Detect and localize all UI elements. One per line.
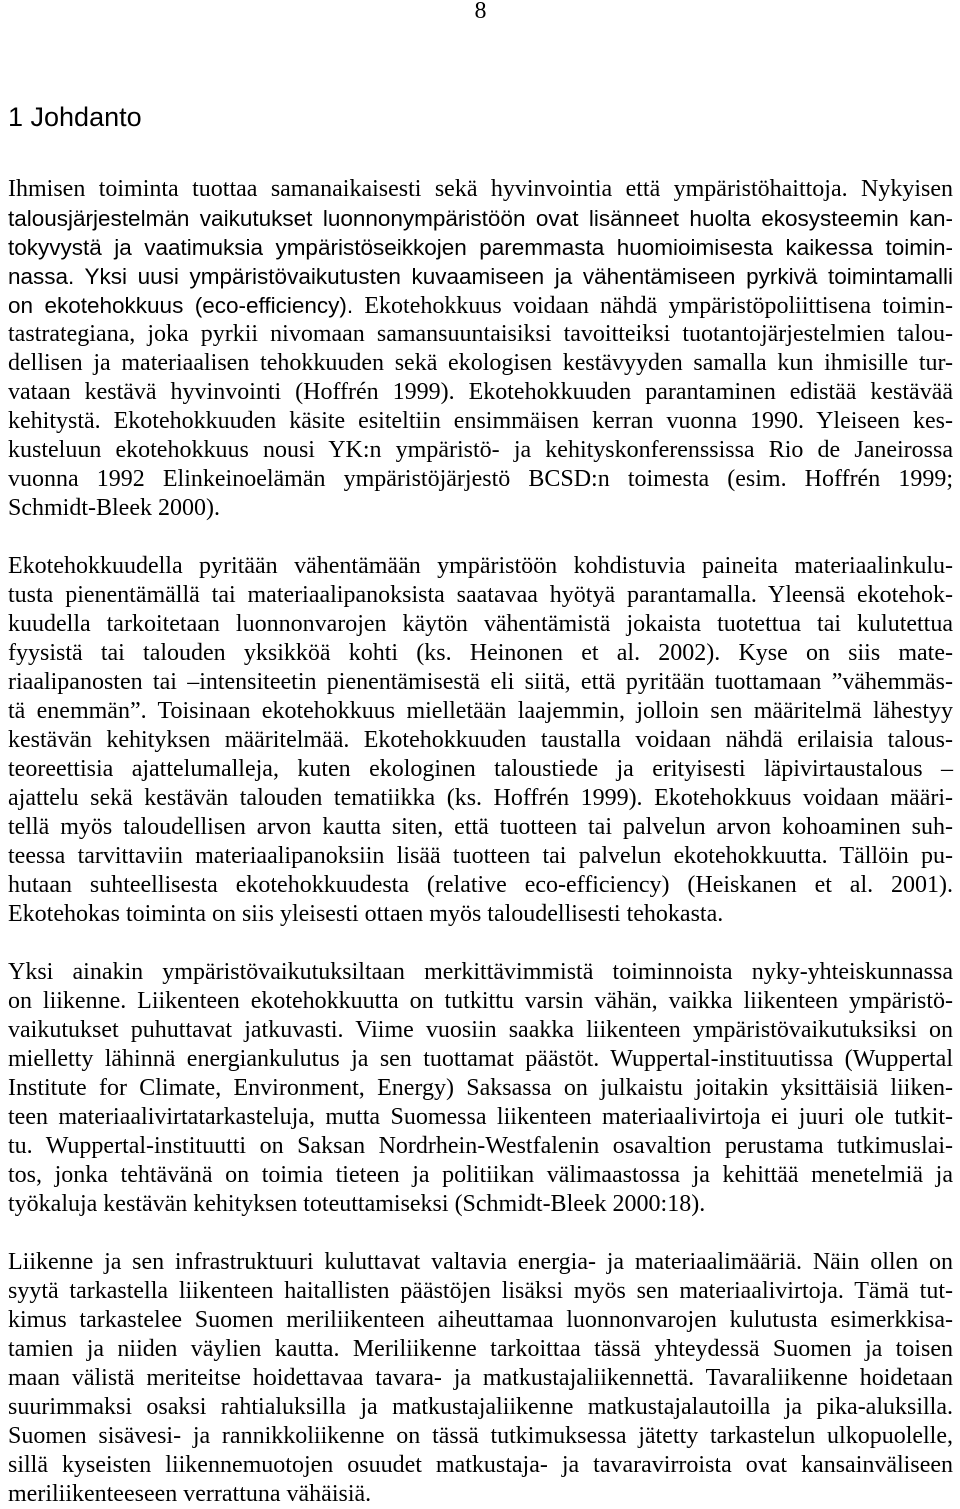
text-line: on liikenne. Liikenteen ekotehokkuutta on tutkittu varsin vähän, vaikka liikenteen ympäristö- — [8, 988, 953, 1014]
text-line: meriliikenteeseen verrattuna vähäisiä. — [8, 1481, 372, 1507]
text-line: Ekotehokkuudella pyritään vähentämään ympäristöön kohdistuvia paineita materiaalinkulu- — [8, 553, 953, 579]
text-line: työkaluja kestävän kehityksen toteuttamiseksi (Schmidt-Bleek 2000:18). — [8, 1191, 706, 1217]
text-line: tu. Wuppertal-instituutti on Saksan Nordrhein-Westfalenin osavaltion perustama tutkimuslai- — [8, 1133, 953, 1159]
text-line: tokyvystä ja vaatimuksia ympäristöseikkojen paremmasta huomioimisesta kaikessa toimin- — [8, 235, 953, 260]
text-line: Ihmisen toiminta tuottaa samanaikaisesti sekä hyvinvointia että ympäristöhaittoja. Nykyisen — [8, 176, 953, 202]
paragraph-3 — [8, 958, 953, 1219]
text-line: kestävän kehityksen määritelmää. Ekotehokkuuden taustalla voidaan nähdä erilaisia talous- — [8, 727, 953, 753]
text-line: teoreettisia ajattelumalleja, kuten ekologinen taloustiede ja erityisesti läpivirtaustalous – — [8, 756, 953, 782]
paragraph-4 — [8, 1248, 953, 1509]
section-heading: 1 Johdanto — [8, 102, 142, 132]
text-line: fyysistä tai talouden yksikköä kohti (ks. Heinonen et al. 2002). Kyse on siis mate- — [8, 640, 953, 666]
text-line: Suomen sisävesi- ja rannikkoliikenne on tässä tutkimuksessa jätetty tarkastelun ulkopuolelle, — [8, 1423, 953, 1449]
text-line: tusta pienentämällä tai materiaalipanoksista saatavaa hyötyä parantamalla. Yleensä ekotehok- — [8, 582, 953, 608]
text-line: tamien ja niiden väylien kautta. Meriliikenne tarkoittaa tässä yhteydessä Suomen ja toisen — [8, 1336, 953, 1362]
text-line: teen materiaalivirtatarkasteluja, mutta Suomessa liikenteen materiaalivirtoja ei juuri ole tutkit- — [8, 1104, 953, 1130]
body-text — [8, 175, 953, 1509]
text-line: kimus tarkastelee Suomen meriliikenteen aiheuttamaa luonnonvarojen kulutusta esimerkkisa- — [8, 1307, 953, 1333]
text-line: Schmidt-Bleek 2000). — [8, 495, 220, 521]
text-line: hutaan suhteellisesta ekotehokkuudesta (relative eco-efficiency) (Heiskanen et al. 2001). — [8, 872, 953, 898]
text-line: talousjärjestelmän vaikutukset luonnonympäristöön ovat lisänneet huolta ekosysteemin kan- — [8, 206, 953, 231]
text-line: kusteluun ekotehokkuus nousi YK:n ympäristö- ja kehityskonferenssissa Rio de Janeirossa — [8, 437, 953, 463]
text-line: vataan kestävä hyvinvointi (Hoffrén 1999). Ekotehokkuuden parantaminen edistää kestävää — [8, 379, 953, 405]
text-line — [8, 291, 953, 320]
text-segment: on ekotehokkuus (eco-efficiency). — [8, 293, 354, 318]
page-number: 8 — [474, 0, 487, 24]
text-segment: Ekotehokkuus voidaan nähdä ympäristöpoliittisena toimin- — [364, 293, 954, 319]
paragraph-2 — [8, 552, 953, 929]
text-line: Ekotehokas toiminta on siis yleisesti ottaen myös taloudellisesti tehokasta. — [8, 901, 724, 927]
paragraph-1 — [8, 175, 953, 523]
text-line: syytä tarkastella liikenteen haitallisten päästöjen lisäksi myös sen materiaalivirtoja. Tämä tut- — [8, 1278, 953, 1304]
text-line: Institute for Climate, Environment, Energy) Saksassa on julkaistu joitakin yksittäisiä liiken- — [8, 1075, 953, 1101]
text-line: tos, jonka tehtävänä on toimia tieteen ja politiikan välimaastossa ja kehittää menetelmiä ja — [8, 1162, 953, 1188]
text-line: Yksi ainakin ympäristövaikutuksiltaan merkittävimmistä toiminnoista nyky-yhteiskunnassa — [8, 959, 953, 985]
text-line: suurimmaksi osaksi rahtialuksilla ja matkustajaliikenne matkustajalautoilla ja pika-aluksilla. — [8, 1394, 953, 1420]
text-line: riaalipanosten tai –intensiteetin pienentämisestä eli siitä, että pyritään tuottamaan ”vähemmäs- — [8, 669, 953, 695]
text-line: mielletty lähinnä energiankulutus ja sen tuottamat päästöt. Wuppertal-instituutissa (Wuppertal — [8, 1046, 953, 1072]
text-line: Liikenne ja sen infrastruktuuri kuluttavat valtavia energia- ja materiaalimääriä. Näin ollen on — [8, 1249, 953, 1275]
text-line: teessa tarvittaviin materiaalipanoksiin lisää tuotteen tai palvelun ekotehokkuutta. Tällöin pu- — [8, 843, 953, 869]
text-line: tellä myös taloudellisen arvon kautta siten, että tuotteen tai palvelun arvon kohoaminen suh- — [8, 814, 953, 840]
text-line: nassa. Yksi uusi ympäristövaikutusten kuvaamiseen ja vähentämiseen pyrkivä toimintamalli — [8, 264, 953, 289]
text-line: ajattelu sekä kestävän talouden tematiikka (ks. Hoffrén 1999). Ekotehokkuus voidaan määri- — [8, 785, 953, 811]
text-line: sillä kyseisten liikennemuotojen osuudet matkustaja- ja tavaravirroista ovat kansainväliseen — [8, 1452, 953, 1478]
text-line: tastrategiana, joka pyrkii nivomaan samansuuntaisiksi tavoitteiksi tuotantojärjestelmien talou- — [8, 321, 953, 347]
text-line: dellisen ja materiaalisen tehokkuuden sekä ekologisen kestävyyden samalla kun ihmisille tur- — [8, 350, 953, 376]
text-line: tä enemmän”. Toisinaan ekotehokkuus mielletään laajemmin, jolloin sen määritelmä lähestyy — [8, 698, 953, 724]
text-line: vuonna 1992 Elinkeinoelämän ympäristöjärjestö BCSD:n toimesta (esim. Hoffrén 1999; — [8, 466, 953, 492]
text-line: maan välistä meriteitse hoidettavaa tavara- ja matkustajaliikennettä. Tavaraliikenne hoidetaan — [8, 1365, 953, 1391]
text-line: kuudella tarkoitetaan luonnonvarojen käytön vähentämistä jokaista tuotettua tai kulutettua — [8, 611, 953, 637]
text-line: kehitystä. Ekotehokkuuden käsite esiteltiin ensimmäisen kerran vuonna 1990. Yleiseen kes- — [8, 408, 953, 434]
text-line: vaikutukset puhuttavat jatkuvasti. Viime vuosiin saakka liikenteen ympäristövaikutuksiksi on — [8, 1017, 953, 1043]
